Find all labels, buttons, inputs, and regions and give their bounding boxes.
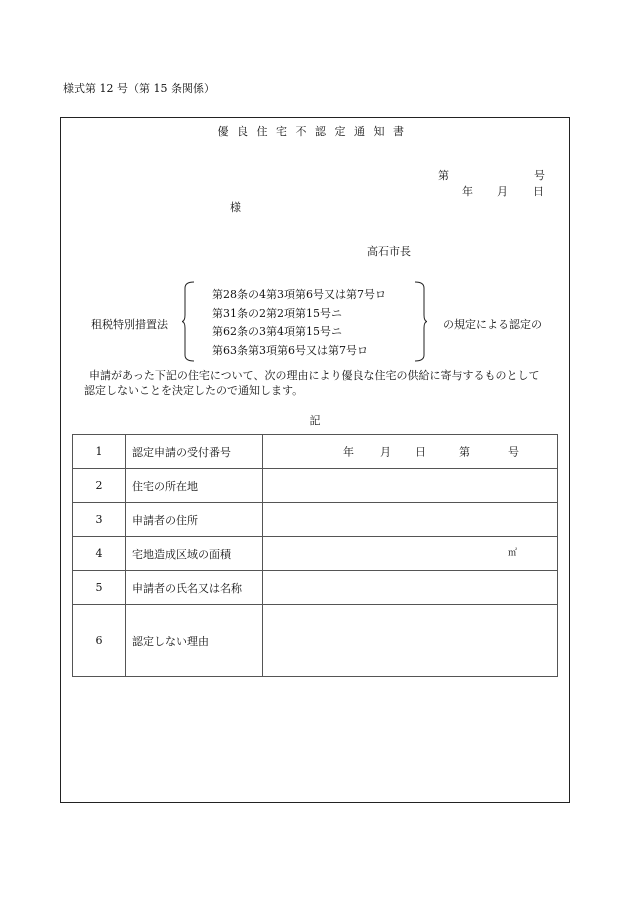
row-label: 申請者の住所 — [126, 503, 263, 537]
details-table — [72, 434, 558, 677]
row-label: 住宅の所在地 — [126, 469, 263, 503]
table-row — [73, 537, 558, 571]
law-clause: 第63条第3項第6号又は第7号ロ — [212, 344, 368, 357]
receipt-day: 日 — [415, 445, 426, 458]
row-label: 認定しない理由 — [126, 605, 263, 677]
notice-number-suffix: 号 — [534, 169, 545, 182]
notice-number-prefix: 第 — [438, 169, 449, 182]
receipt-month: 月 — [380, 445, 391, 458]
receipt-number-suffix: 号 — [508, 445, 519, 458]
applicant-name-field[interactable] — [263, 571, 558, 605]
form-number-label: 様式第 12 号（第 15 条関係） — [63, 82, 215, 95]
addressee-honorific: 様 — [230, 201, 241, 214]
date-day: 日 — [533, 185, 544, 198]
receipt-year: 年 — [343, 445, 354, 458]
row-number: 6 — [73, 605, 126, 677]
table-row — [73, 469, 558, 503]
issuer-name: 高石市長 — [367, 245, 411, 258]
table-row — [73, 571, 558, 605]
development-area-field[interactable] — [263, 537, 558, 571]
applicant-address-field[interactable] — [263, 503, 558, 537]
body-text-line: 申請があった下記の住宅について、次の理由により優良な住宅の供給に寄与するものとして — [89, 369, 540, 382]
date-year: 年 — [462, 185, 473, 198]
area-unit: ㎡ — [507, 548, 517, 558]
row-number: 1 — [73, 435, 126, 469]
rejection-reason-field[interactable] — [263, 605, 558, 677]
table-row — [73, 503, 558, 537]
right-brace — [407, 281, 427, 362]
law-name: 租税特別措置法 — [91, 318, 168, 331]
body-text-line: 認定しないことを決定したので通知します。 — [84, 384, 304, 397]
law-clause: 第62条の3第4項第15号ニ — [212, 325, 342, 338]
row-label: 申請者の氏名又は名称 — [126, 571, 263, 605]
row-number: 3 — [73, 503, 126, 537]
date-month: 月 — [497, 185, 508, 198]
table-row — [73, 435, 558, 469]
receipt-number-field[interactable] — [263, 435, 558, 469]
receipt-number-prefix: 第 — [459, 445, 470, 458]
left-brace — [182, 281, 202, 362]
law-clause: 第28条の4第3項第6号又は第7号ロ — [212, 288, 386, 301]
row-number: 2 — [73, 469, 126, 503]
row-label: 宅地造成区域の面積 — [126, 537, 263, 571]
house-location-field[interactable] — [263, 469, 558, 503]
document-title: 優良住宅不認定通知書 — [217, 125, 413, 138]
ki-heading: 記 — [309, 414, 321, 427]
row-label: 認定申請の受付番号 — [126, 435, 263, 469]
table-row — [73, 605, 558, 677]
row-number: 5 — [73, 571, 126, 605]
law-reference-tail: の規定による認定の — [443, 318, 542, 331]
law-clause: 第31条の2第2項第15号ニ — [212, 307, 342, 320]
row-number: 4 — [73, 537, 126, 571]
